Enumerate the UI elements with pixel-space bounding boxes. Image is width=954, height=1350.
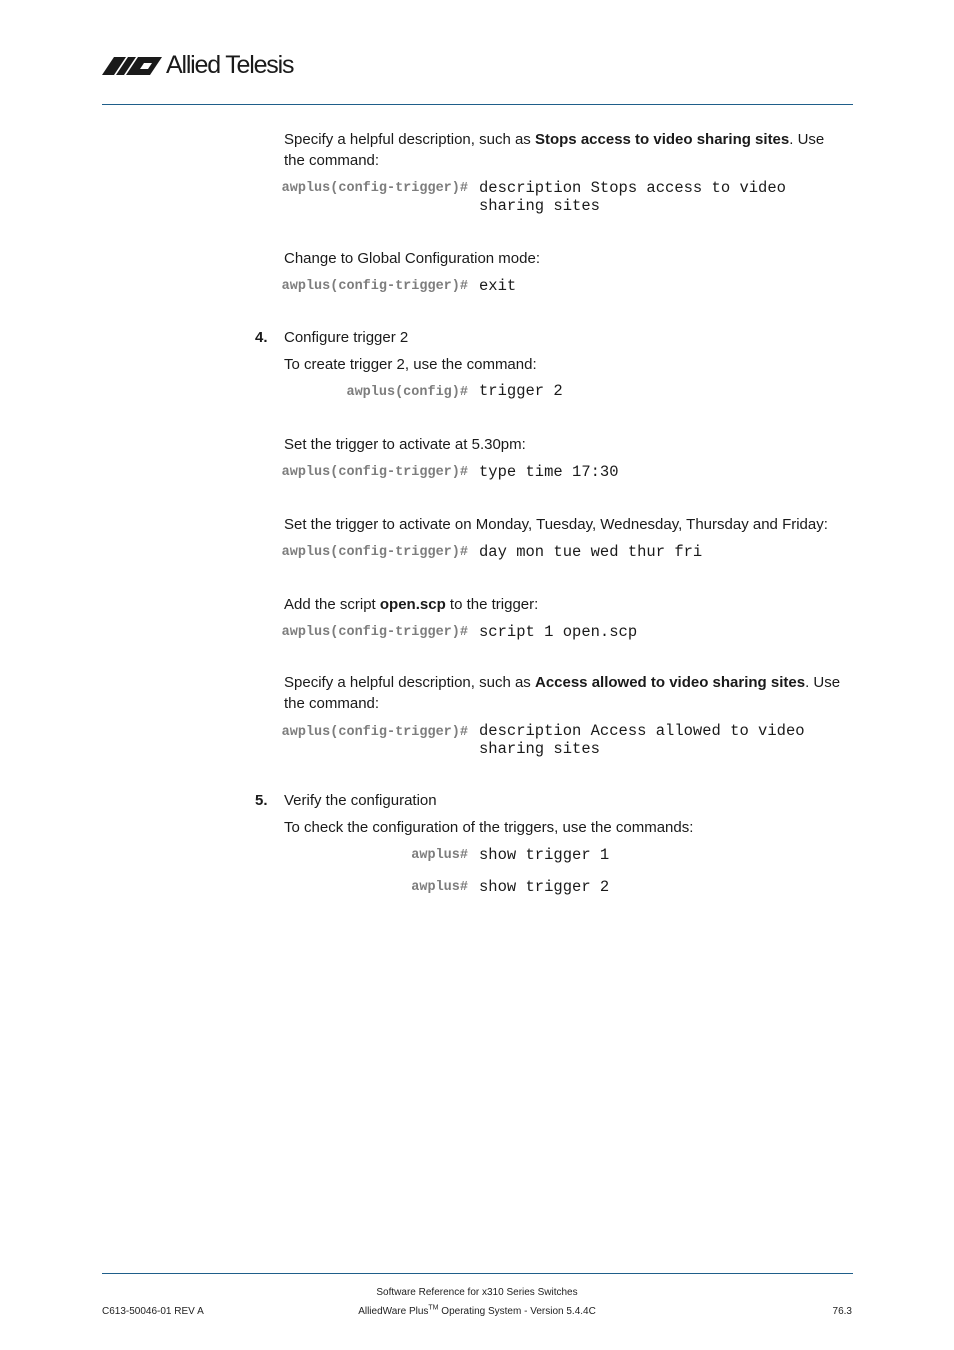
paragraph-time: Set the trigger to activate at 5.30pm: (284, 436, 526, 453)
command-text: exit (479, 277, 517, 295)
paragraph-global-config: Change to Global Configuration mode: (284, 250, 540, 267)
command-prompt: awplus(config-trigger)# (281, 625, 468, 640)
allied-telesis-logo-icon (102, 53, 162, 77)
command-text: day mon tue wed thur fri (479, 543, 703, 561)
paragraph-description-1: Specify a helpful description, such as Stops access to video sharing sites. Use the command: (284, 131, 825, 169)
step-number: 5. (255, 792, 268, 809)
description-2-bold: Access allowed to video sharing sites (534, 674, 806, 691)
step-title: Verify the configuration (284, 792, 437, 809)
command-text: type time 17:30 (479, 463, 619, 481)
step-title: Configure trigger 2 (284, 329, 409, 346)
command-text: trigger 2 (479, 382, 563, 400)
step-number: 4. (255, 329, 268, 346)
footer-title-line-1: Software Reference for x310 Series Switches (376, 1287, 578, 1298)
command-prompt: awplus(config-trigger)# (281, 181, 468, 196)
paragraph-verify: To check the configuration of the triggers, use the commands: (284, 819, 694, 836)
command-text: description Access allowed to video (479, 722, 805, 740)
footer-doc-code: C613-50046-01 REV A (102, 1306, 204, 1317)
paragraph-description-2: Specify a helpful description, such as Access allowed to video sharing sites. Use the command: (284, 674, 841, 712)
paragraph-days: Set the trigger to activate on Monday, Tuesday, Wednesday, Thursday and Friday: (284, 516, 828, 533)
command-prompt: awplus(config-trigger)# (281, 279, 468, 294)
command-prompt: awplus(config-trigger)# (281, 465, 468, 480)
script-name-bold: open.scp (379, 596, 446, 613)
command-prompt: awplus(config-trigger)# (281, 545, 468, 560)
command-text: show trigger 2 (479, 878, 610, 896)
command-prompt: awplus(config)# (346, 385, 468, 400)
header-rule (102, 104, 853, 105)
brand-name: Allied Telesis (166, 51, 294, 79)
command-text: sharing sites (479, 197, 600, 215)
command-prompt: awplus# (411, 848, 468, 863)
footer-rule (102, 1273, 853, 1274)
command-prompt: awplus# (411, 880, 468, 895)
description-1-bold: Stops access to video sharing sites (534, 131, 790, 148)
brand-logo (102, 50, 293, 80)
footer-page-number: 76.3 (832, 1306, 852, 1317)
paragraph-script: Add the script open.scp to the trigger: (284, 596, 539, 613)
command-text: show trigger 1 (479, 846, 610, 864)
command-text: sharing sites (479, 740, 600, 758)
command-text: description Stops access to video (479, 179, 786, 197)
command-prompt: awplus(config-trigger)# (281, 725, 468, 740)
paragraph-create-trigger: To create trigger 2, use the command: (284, 356, 537, 373)
command-text: script 1 open.scp (479, 623, 638, 641)
footer-title-line-2: AlliedWare Plus™ Operating System - Version 5.4.4C (358, 1304, 596, 1317)
